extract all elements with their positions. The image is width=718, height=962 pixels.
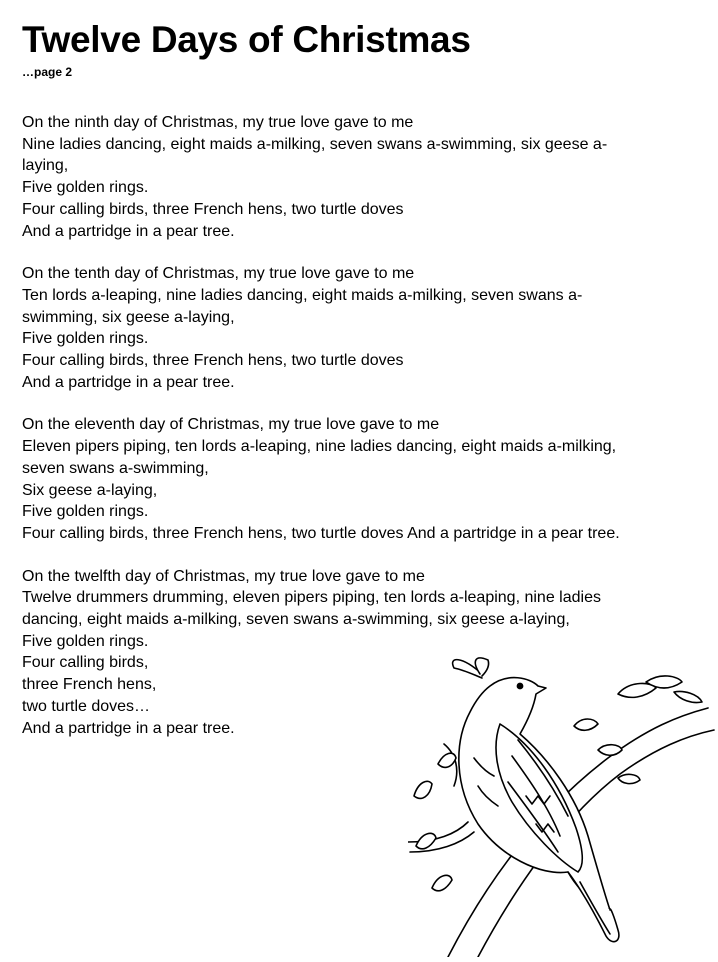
page-subtitle: …page 2 bbox=[22, 65, 73, 79]
partridge-on-branch-icon bbox=[408, 646, 718, 957]
verse-line: Nine ladies dancing, eight maids a-milking, seven swans a-swimming, six geese a- bbox=[22, 135, 608, 153]
verse-line: And a partridge in a pear tree. bbox=[22, 719, 235, 737]
verse-line: Five golden rings. bbox=[22, 632, 149, 650]
verse-line: On the ninth day of Christmas, my true love gave to me bbox=[22, 114, 414, 131]
verse-line: Ten lords a-leaping, nine ladies dancing, eight maids a-milking, seven swans a- bbox=[22, 286, 583, 304]
verse-eleventh-day bbox=[22, 414, 712, 544]
verse-line: Four calling birds, three French hens, two turtle doves bbox=[22, 352, 404, 370]
verse-line: On the tenth day of Christmas, my true love gave to me bbox=[22, 265, 415, 283]
verse-line: laying, bbox=[22, 157, 69, 175]
verse-line: And a partridge in a pear tree. bbox=[22, 373, 235, 391]
verse-line: Six geese a-laying, bbox=[22, 481, 158, 499]
verse-line: On the twelfth day of Christmas, my true love gave to me bbox=[22, 567, 425, 585]
verse-line: Twelve drummers drumming, eleven pipers piping, ten lords a-leaping, nine ladies bbox=[22, 589, 601, 607]
verse-line: seven swans a-swimming, bbox=[22, 459, 209, 477]
verse-line: swimming, six geese a-laying, bbox=[22, 308, 235, 326]
page-title: Twelve Days of Christmas bbox=[22, 19, 471, 60]
verse-line: On the eleventh day of Christmas, my true love gave to me bbox=[22, 416, 440, 434]
verse-line: Five golden rings. bbox=[22, 330, 149, 348]
verse-tenth-day bbox=[22, 263, 712, 393]
verse-ninth-day bbox=[22, 112, 712, 242]
verse-line: Four calling birds, three French hens, two turtle doves bbox=[22, 200, 404, 218]
verse-line: Five golden rings. bbox=[22, 179, 149, 197]
verse-line: And a partridge in a pear tree. bbox=[22, 222, 235, 240]
verse-line: dancing, eight maids a-milking, seven swans a-swimming, six geese a-laying, bbox=[22, 611, 570, 629]
verse-line: Eleven pipers piping, ten lords a-leaping, nine ladies dancing, eight maids a-milking, bbox=[22, 438, 617, 456]
verse-line: Four calling birds, three French hens, two turtle doves And a partridge in a pear tree. bbox=[22, 524, 620, 542]
verse-line: Five golden rings. bbox=[22, 503, 149, 521]
verse-line: Four calling birds, bbox=[22, 654, 149, 672]
verse-line: two turtle doves… bbox=[22, 697, 151, 715]
verse-line: three French hens, bbox=[22, 676, 157, 694]
